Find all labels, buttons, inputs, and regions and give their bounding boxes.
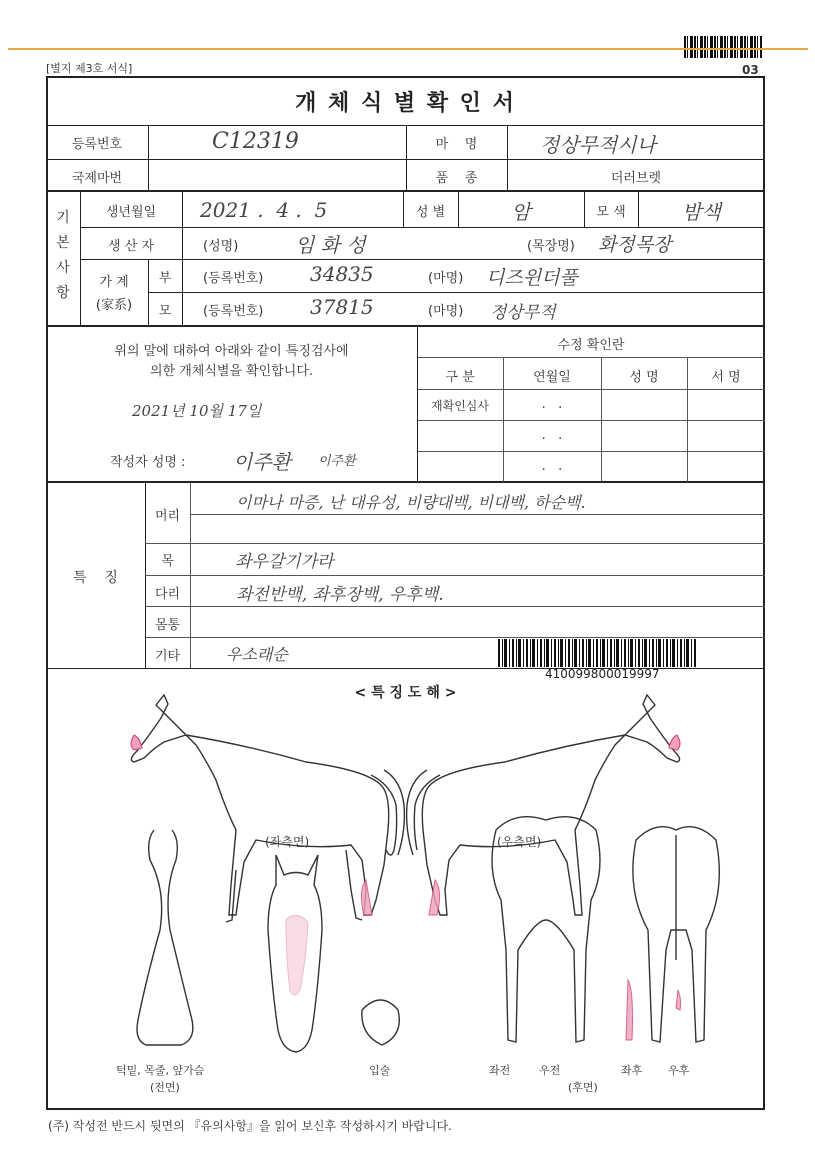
col-line: [182, 259, 183, 326]
revision-title: 수정 확인란: [557, 338, 625, 353]
col-line: [182, 192, 183, 259]
right-fore-label: 우전: [539, 1064, 561, 1077]
col-date: 연월일: [533, 370, 571, 385]
row-line: [417, 420, 765, 421]
horse-name-value: 정상무적시나: [540, 133, 656, 157]
sire-reg-value: 34835: [310, 262, 374, 286]
birth-value: 2021 . 4 . 5: [200, 198, 328, 222]
dam-label: 모: [158, 304, 172, 319]
family-hanja: (家系): [95, 298, 133, 313]
row-line: [148, 292, 765, 293]
row-line: [145, 606, 765, 607]
breeder-name-value: 임 화 성: [295, 233, 366, 257]
left-side-label: (좌측면): [265, 835, 310, 849]
diagram-title: < 특 징 도 해 >: [354, 685, 457, 701]
features-section-label: 특 징: [73, 570, 118, 586]
row-line: [46, 481, 765, 483]
barcode-number: 410099800019997: [545, 667, 660, 681]
sex-label: 성 별: [415, 205, 446, 220]
date-cell-2: . .: [541, 428, 563, 443]
dam-name-value: 정상무적: [490, 303, 556, 323]
col-sign: 서 명: [711, 370, 741, 385]
page-title: 개 체 식 별 확 인 서: [295, 91, 516, 116]
row-line: [145, 575, 765, 576]
breeder-label: 생 산 자: [108, 239, 154, 254]
top-barcode: [684, 36, 762, 58]
col-category: 구 분: [445, 370, 475, 385]
other-label: 기타: [154, 649, 181, 664]
rear-drawing: [633, 827, 719, 1042]
front-legs-drawing: [492, 817, 600, 1042]
sire-label: 부: [158, 271, 172, 286]
coat-label: 모 색: [596, 205, 626, 220]
row-line: [417, 357, 765, 358]
legs-label: 다리: [154, 587, 181, 602]
front-neck-drawing: [137, 830, 193, 1045]
coat-value: 밤색: [682, 200, 721, 224]
row-line: [145, 543, 765, 544]
right-side-horse-drawing: [407, 695, 680, 915]
left-fore-label: 좌전: [489, 1064, 511, 1077]
date-cell-1: . .: [541, 397, 563, 412]
horse-diagrams: [46, 690, 765, 1110]
head-label: 머리: [154, 509, 181, 524]
row-line: [417, 389, 765, 390]
breeder-name-label: (성명): [203, 239, 239, 254]
front-label: (전면): [150, 1081, 180, 1094]
col-line: [148, 125, 149, 191]
footer-note: (주) 작성전 반드시 뒷면의 『유의사항』을 읽어 보신후 작성하시기 바랍니다.: [48, 1119, 452, 1133]
neck-label: 목: [161, 554, 174, 569]
breed-label: 품 종: [435, 171, 478, 186]
breed-value: 더러브렛: [610, 171, 662, 186]
writer-label: 작성자 성명 :: [110, 455, 186, 470]
reg-no-label: 등록번호: [71, 137, 123, 152]
features-barcode: [498, 639, 698, 667]
row-line: [46, 325, 765, 327]
intl-no-label: 국제마번: [71, 171, 123, 186]
col-line: [190, 483, 191, 669]
statement-line2: 의한 개체식별을 확인합니다.: [149, 364, 314, 379]
date-cell-3: . .: [541, 459, 563, 474]
sire-reg-label: (등록번호): [203, 271, 264, 286]
dam-reg-label: (등록번호): [203, 304, 264, 319]
row1-label: 재확인심사: [431, 399, 489, 413]
col-name: 성 명: [629, 370, 659, 385]
writer-seal: 이주환: [318, 454, 356, 469]
neck-value: 좌우갈기가라: [235, 552, 334, 572]
sex-value: 암: [511, 200, 531, 224]
sire-name-label: (마명): [428, 271, 464, 286]
dam-reg-value: 37815: [310, 295, 374, 319]
reg-no-value: C12319: [212, 129, 299, 154]
legs-value: 좌전반백, 좌후장백, 우후백.: [236, 585, 444, 605]
body-label: 몸통: [154, 618, 181, 633]
left-hind-label: 좌후: [621, 1064, 643, 1077]
birth-label: 생년월일: [105, 205, 157, 220]
confirm-date: 2021년 10월 17일: [132, 402, 262, 420]
rear-label: (후면): [568, 1081, 598, 1094]
header-rule: [8, 48, 808, 50]
horse-name-label: 마 명: [435, 137, 478, 152]
row-line: [145, 637, 765, 638]
row-line: [190, 514, 765, 515]
farm-value: 화정목장: [598, 234, 672, 256]
lip-label: 입술: [369, 1064, 391, 1077]
page-number: 03: [742, 63, 759, 77]
sire-name-value: 디즈윈더풀: [486, 267, 578, 289]
muzzle-drawing: [362, 1000, 399, 1045]
head-value: 이마나 마증, 난 대유성, 비량대백, 비대백, 하순백.: [236, 493, 586, 512]
statement-line1: 위의 말에 대하여 아래와 같이 특징검사에: [114, 344, 349, 359]
other-value: 우소래순: [226, 645, 288, 664]
writer-value: 이주환: [233, 450, 291, 474]
dam-name-label: (마명): [428, 304, 464, 319]
row-line: [417, 451, 765, 452]
right-hind-label: 우후: [668, 1064, 690, 1077]
farm-label: (목장명): [527, 239, 575, 254]
throat-label: 턱밑, 목줄, 앞가슴: [116, 1064, 205, 1077]
form-label: [별지 제3호 서식]: [46, 62, 133, 75]
basic-section-label: 기 본 사 항: [56, 210, 70, 301]
family-label: 가 계: [99, 275, 129, 290]
right-side-label: (우측면): [497, 835, 542, 849]
